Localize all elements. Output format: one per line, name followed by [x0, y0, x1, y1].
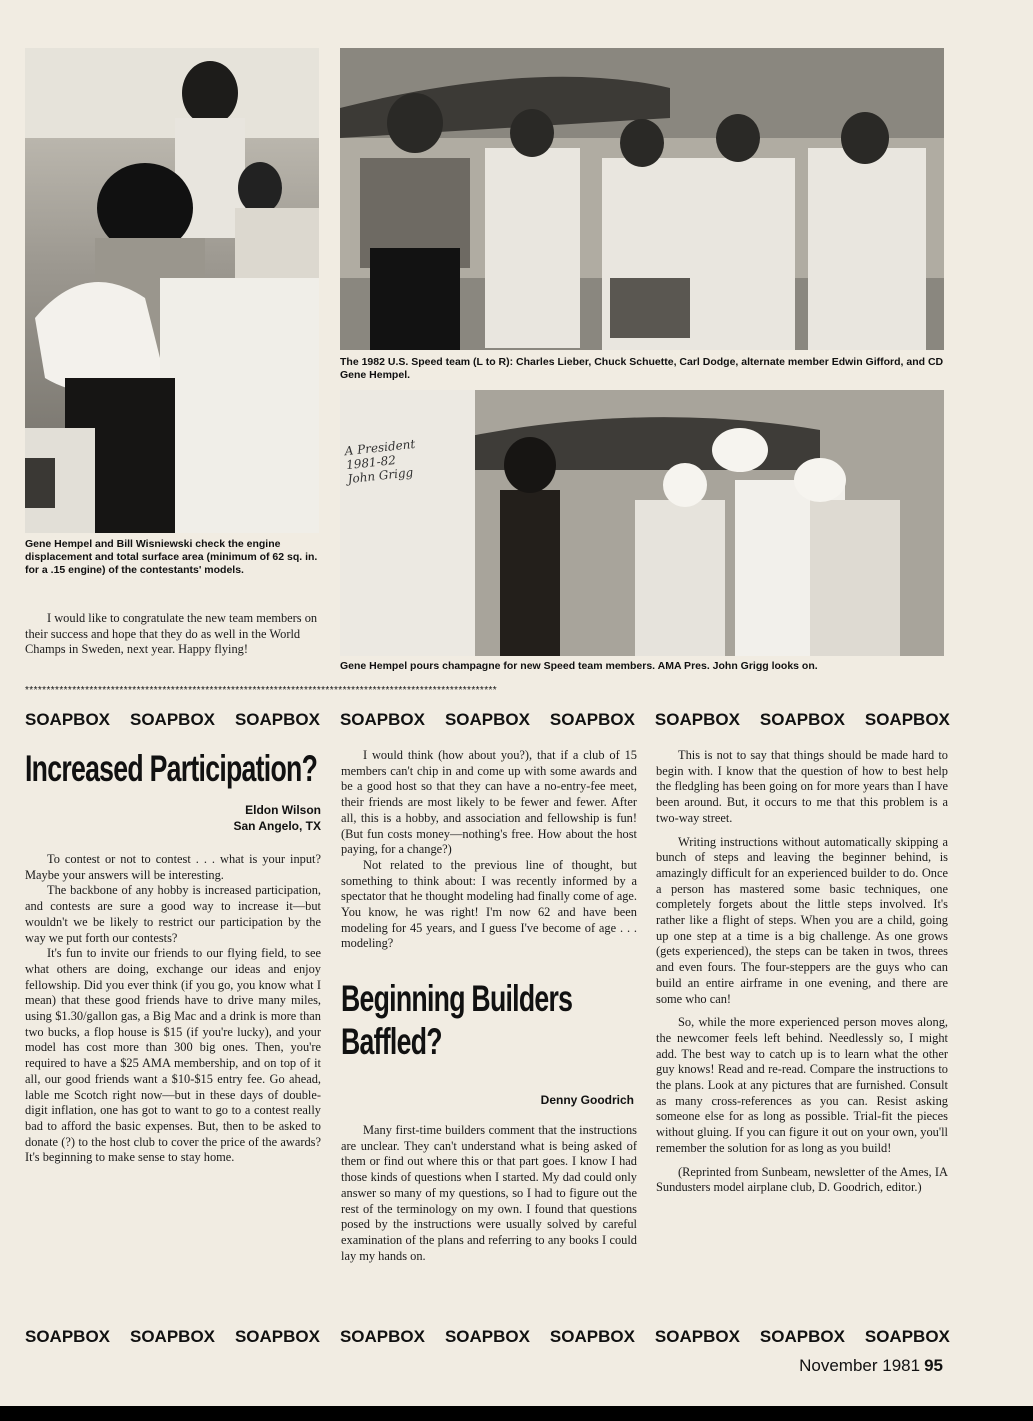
article2-title-line1: Beginning Builders	[341, 978, 573, 1019]
article1-title: Increased Participation?	[25, 748, 318, 789]
article1-paragraph: To contest or not to contest . . . what is your input? Maybe your answers will be interesting.	[25, 852, 321, 882]
article2-author: Denny Goodrich	[540, 1093, 634, 1107]
intro-text: I would like to congratulate the new team members on their success and hope that they do as well in the World Champs in Sweden, next year. Happy flying!	[25, 611, 318, 657]
caption-judges: Gene Hempel and Bill Wisniewski check the engine displacement and total surface area (minimum of 62 sq. in. for a .15 engine) of the contestants' models.	[25, 538, 318, 576]
soapbox-word: SOAPBOX	[234, 1327, 320, 1346]
soapbox-word: SOAPBOX	[759, 1327, 845, 1346]
page-folio	[799, 1356, 943, 1376]
soapbox-word: SOAPBOX	[549, 1327, 635, 1346]
soapbox-word: SOAPBOX	[549, 710, 635, 729]
issue-date: November 1981	[799, 1356, 921, 1375]
soapbox-word: SOAPBOX	[129, 710, 216, 729]
article2-paragraph: So, while the more experienced person moves along, the newcomer feels left behind. Needlessly so, I might add. The best way to catch up is to learn what the other guy knows! Read and re-read. Compare the instructions to the plans. Look at any pictures that are furnished. Consult as many cross-references as you can. Resist asking someone else for as long as possible. Trial-fit the pieces without gluing. If you can figure it out on your own, you'll remember the solution for as long as you build!	[656, 1015, 948, 1155]
soapbox-word: SOAPBOX	[864, 1327, 950, 1346]
article1-paragraph: Not related to the previous line of thought, but something to think about: I was recently informed by a spectator that he thought modeling had finally come of age. You know, he was right! I'm now 62 and have been modeling for 45 years, and I guess I've become of age . . . modeling?	[341, 857, 637, 951]
article2-column3	[656, 748, 948, 1196]
soapbox-word: SOAPBOX	[444, 710, 530, 729]
photo-champagne-celebration	[340, 390, 944, 656]
article1-paragraph: The backbone of any hobby is increased participation, and contests are sure a good way to increase it—but wouldn't we be likely to restrict our participation by the way we put forth our contests?	[25, 883, 321, 945]
intro-paragraph	[25, 611, 319, 658]
article2-paragraph: Writing instructions without automatically skipping a bunch of steps and leaving the beginner behind, is amazingly difficult for an experienced builder to do. Once a person has mastered some basic techniques, one completely forgets about the little steps involved. It's rather like a flight of steps. When you are a child, going up one step at a time is a big challenge. As one grows (gets experienced), the steps can be taken in twos, threes and even fours. The four-steppers are the guys who can build an entire airframe in one evening, and there are some who can!	[656, 834, 948, 1006]
soapbox-word: SOAPBOX	[25, 710, 111, 729]
photo-speed-team	[340, 48, 944, 350]
page-number: 95	[924, 1356, 943, 1375]
soapbox-word: SOAPBOX	[654, 1327, 740, 1346]
soapbox-word: SOAPBOX	[339, 710, 425, 729]
article1-column2	[341, 748, 637, 956]
soapbox-word: SOAPBOX	[339, 1327, 425, 1346]
article1-paragraph: It's fun to invite our friends to our flying field, to see what others are doing, exchange our ideas and enjoy fellowship. Did you ever think (if you go, you know what I mean) that these good friends have to drive many miles, using $1.30/gallon gas, a Big Mac and a drink is more than two bucks, a flop house is $15 (if you're lucky), and your model has cost more than 300 big ones. Then, you're required to have a $25 AMA membership, and on top of it all, our good friends want a $10-$15 entry fee. Go ahead, lable me Scotch right now—but in these days of double-digit inflation, one has got to want to go to a contest really bad to afford the basic expenses. But, then to be asked to donate (?) to the host club to cover the price of the awards? It's beginning to make sense to stay home.	[25, 946, 321, 1165]
soapbox-word: SOAPBOX	[444, 1327, 530, 1346]
article1-location: San Angelo, TX	[233, 819, 321, 833]
photo-judges-checking-models	[25, 48, 319, 533]
caption-champagne: Gene Hempel pours champagne for new Speed team members. AMA Pres. John Grigg looks on.	[340, 660, 818, 672]
article2-paragraph: Many first-time builders comment that the instructions are unclear. They can't understand what is being asked of them or find out where this or that part goes. I know I had those kinds of questions when I started. My dad could only answer so many of my questions, so I had to figure out the rest of the terminology on my own. I found that questions posed by the instructions were usually solved by careful examination of the plans and referring to any books I could lay my hands on.	[341, 1123, 637, 1263]
soapbox-word: SOAPBOX	[864, 710, 950, 729]
caption-speed-team: The 1982 U.S. Speed team (L to R): Charles Lieber, Chuck Schuette, Carl Dodge, alternate member Edwin Gifford, and CD Gene Hempel.	[340, 356, 944, 381]
shirt-lettering: A President 1981-82 John Grigg	[344, 436, 416, 487]
article1-column1	[25, 852, 321, 1166]
article1-paragraph: I would think (how about you?), that if a club of 15 members can't chip in and come up with some awards and be a good host so that they can have a no-entry-fee meet, their friends are most likely to be fewer and fewer. After all, this is a hobby, and association and fellowship is fun! (But fun costs money—nothing's free. How about the host paying, for a change?)	[341, 748, 637, 857]
soapbox-word: SOAPBOX	[234, 710, 320, 729]
article2-paragraph: (Reprinted from Sunbeam, newsletter of the Ames, IA Sundusters model airplane club, D. Goodrich, editor.)	[656, 1164, 948, 1195]
article2-paragraph: This is not to say that things should be made hard to begin with. I know that the question of how to best help the fledgling has been going on for more years than I have been around. But, it occurs to me that this problem is a two-way street.	[656, 748, 948, 825]
star-divider: **************************************************************************************************************	[25, 685, 498, 696]
article2-title-line2: Baffled?	[341, 1021, 442, 1062]
soapbox-banner-top	[25, 710, 950, 734]
soapbox-banner-bottom	[25, 1327, 950, 1351]
article2-column2	[341, 1123, 637, 1264]
soapbox-word: SOAPBOX	[25, 1327, 111, 1346]
soapbox-word: SOAPBOX	[129, 1327, 216, 1346]
soapbox-word: SOAPBOX	[654, 710, 740, 729]
soapbox-word: SOAPBOX	[759, 710, 845, 729]
article1-author: Eldon Wilson	[245, 803, 321, 817]
article1-byline	[25, 802, 321, 834]
